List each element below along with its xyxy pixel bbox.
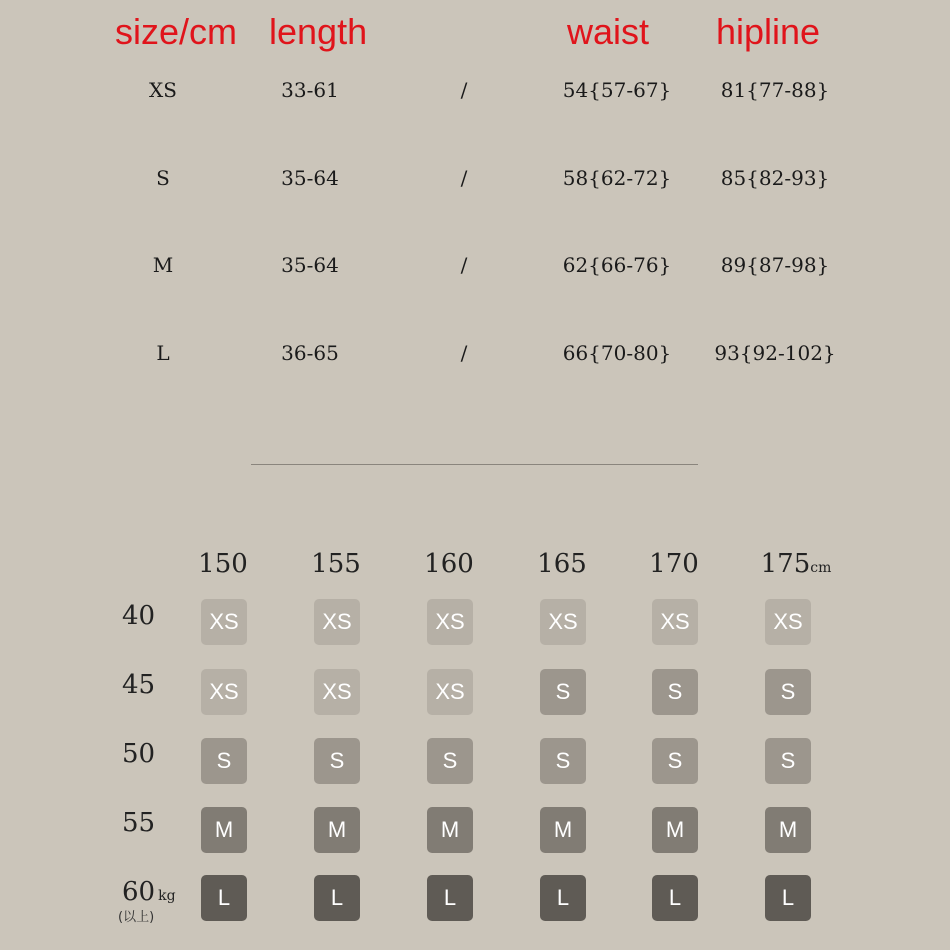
size-badge-l: L bbox=[540, 875, 586, 921]
size-badge-s: S bbox=[201, 738, 247, 784]
size-badge-xs: XS bbox=[314, 669, 360, 715]
size-badge-s: S bbox=[765, 738, 811, 784]
size-badge-s: S bbox=[540, 738, 586, 784]
height-header: 150 bbox=[198, 549, 248, 579]
row-length: 35-64 bbox=[281, 166, 339, 190]
row-separator: / bbox=[460, 78, 468, 102]
size-badge-l: L bbox=[314, 875, 360, 921]
size-badge-xs: XS bbox=[765, 599, 811, 645]
height-value: 175 bbox=[760, 549, 811, 579]
size-badge-s: S bbox=[314, 738, 360, 784]
size-badge-xs: XS bbox=[201, 669, 247, 715]
height-header: 160 bbox=[424, 549, 474, 579]
size-badge-xs: XS bbox=[427, 599, 473, 645]
weight-note: (以上) bbox=[118, 910, 155, 925]
row-hipline: 89{87-98} bbox=[720, 253, 830, 277]
size-badge-xs: XS bbox=[540, 599, 586, 645]
height-header: 165 bbox=[537, 549, 587, 579]
height-unit: cm bbox=[810, 560, 832, 576]
size-badge-m: M bbox=[652, 807, 698, 853]
row-waist: 62{66-76} bbox=[562, 253, 672, 277]
size-badge-xs: XS bbox=[652, 599, 698, 645]
row-separator: / bbox=[460, 253, 468, 277]
row-waist: 58{62-72} bbox=[562, 166, 672, 190]
row-size: M bbox=[152, 253, 174, 277]
row-size: L bbox=[156, 341, 170, 365]
size-badge-s: S bbox=[652, 669, 698, 715]
size-badge-s: S bbox=[765, 669, 811, 715]
header-size: size/cm bbox=[115, 11, 238, 52]
size-badge-l: L bbox=[652, 875, 698, 921]
weight-header: 55 bbox=[122, 808, 156, 838]
weight-header: 50 bbox=[122, 739, 156, 769]
size-badge-l: L bbox=[427, 875, 473, 921]
row-size: S bbox=[156, 166, 170, 190]
row-length: 33-61 bbox=[281, 78, 339, 102]
row-length: 36-65 bbox=[281, 341, 339, 365]
size-badge-m: M bbox=[540, 807, 586, 853]
size-badge-m: M bbox=[765, 807, 811, 853]
weight-header: 40 bbox=[122, 601, 156, 631]
row-waist: 54{57-67} bbox=[562, 78, 672, 102]
size-badge-s: S bbox=[652, 738, 698, 784]
size-badge-m: M bbox=[201, 807, 247, 853]
row-hipline: 81{77-88} bbox=[720, 78, 830, 102]
size-badge-s: S bbox=[540, 669, 586, 715]
row-separator: / bbox=[460, 341, 468, 365]
header-waist: waist bbox=[567, 11, 650, 52]
size-badge-xs: XS bbox=[427, 669, 473, 715]
size-badge-m: M bbox=[314, 807, 360, 853]
size-badge-xs: XS bbox=[201, 599, 247, 645]
size-badge-l: L bbox=[201, 875, 247, 921]
weight-unit: kg bbox=[158, 888, 176, 904]
row-separator: / bbox=[460, 166, 468, 190]
row-size: XS bbox=[149, 78, 177, 102]
size-badge-l: L bbox=[765, 875, 811, 921]
size-badge-xs: XS bbox=[314, 599, 360, 645]
size-badge-s: S bbox=[427, 738, 473, 784]
row-waist: 66{70-80} bbox=[562, 341, 672, 365]
header-hipline: hipline bbox=[716, 11, 821, 52]
height-header-last bbox=[761, 549, 832, 583]
height-header: 155 bbox=[311, 549, 361, 579]
height-header: 170 bbox=[649, 549, 699, 579]
row-hipline: 85{82-93} bbox=[720, 166, 830, 190]
row-length: 35-64 bbox=[281, 253, 339, 277]
weight-header: 45 bbox=[122, 670, 156, 700]
header-length: length bbox=[269, 11, 368, 52]
row-hipline: 93{92-102} bbox=[714, 341, 836, 365]
weight-value: 60 bbox=[122, 877, 156, 907]
section-divider bbox=[251, 464, 698, 465]
size-badge-m: M bbox=[427, 807, 473, 853]
